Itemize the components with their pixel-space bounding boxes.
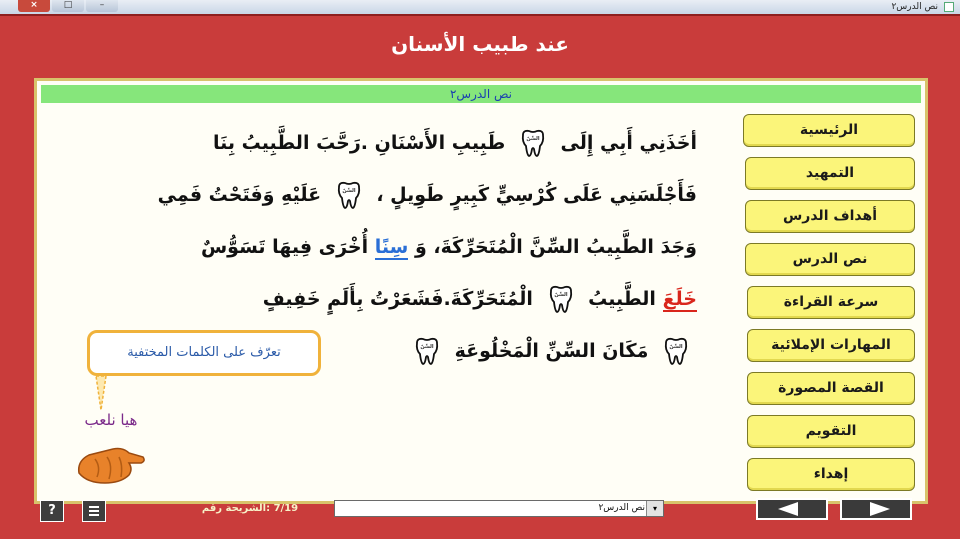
nav-spelling-skills-button[interactable]: المهارات الإملائية xyxy=(747,329,915,362)
tooth-icon[interactable] xyxy=(412,337,442,367)
slide-content xyxy=(34,78,928,504)
slide-list-button[interactable] xyxy=(82,500,106,522)
presentation-frame xyxy=(0,14,960,539)
story-text-segment: أُخْرَى فِيهَا تَسَوُّسٌ xyxy=(200,236,369,258)
tooth-icon[interactable] xyxy=(334,181,364,211)
nav-picture-story-button[interactable]: القصة المصورة xyxy=(747,372,915,405)
svg-text:السِّنّ: السِّنّ xyxy=(553,291,568,298)
callout-tail xyxy=(95,376,107,410)
window-title: نص الدرس٢ xyxy=(891,2,938,12)
story-line-3 xyxy=(157,221,697,273)
nav-lesson-text-button[interactable]: نص الدرس xyxy=(745,243,915,276)
story-text-segment: الْمُتَحَرِّكَةَ.فَشَعَرْتُ بِأَلَمٍ خَفِيفٍ xyxy=(262,288,533,310)
hidden-words-callout[interactable] xyxy=(87,330,321,376)
story-line-4 xyxy=(157,273,697,325)
maximize-button[interactable]: □ xyxy=(52,0,84,12)
pointing-hand-icon[interactable] xyxy=(75,443,147,485)
lesson-title-bar: نص الدرس٢ xyxy=(41,85,921,103)
callout-text: تعرّف على الكلمات المختفية xyxy=(127,345,281,360)
previous-slide-button[interactable] xyxy=(756,498,828,520)
story-line-1 xyxy=(157,117,697,169)
tooth-icon[interactable] xyxy=(518,129,548,159)
svg-text:السِّنّ: السِّنّ xyxy=(526,135,540,142)
arrow-right-icon xyxy=(856,502,896,516)
slide-select[interactable] xyxy=(334,500,664,517)
side-navigation xyxy=(743,114,915,501)
slide-select-value: نص الدرس٢ xyxy=(598,503,645,513)
window-controls xyxy=(18,0,120,12)
highlighted-word[interactable]: خَلَعَ xyxy=(662,288,697,310)
minimize-button[interactable]: – xyxy=(86,0,118,12)
page-title: عند طبيب الأسنان xyxy=(391,32,569,56)
next-slide-button[interactable] xyxy=(840,498,912,520)
help-button[interactable]: ? xyxy=(40,500,64,522)
nav-evaluation-button[interactable]: التقويم xyxy=(747,415,915,448)
tooth-icon[interactable] xyxy=(661,337,691,367)
svg-text:السِّنّ: السِّنّ xyxy=(669,343,683,350)
nav-home-button[interactable]: الرئيسية xyxy=(743,114,915,147)
svg-text:السِّنّ: السِّنّ xyxy=(420,343,434,350)
tooth-icon[interactable] xyxy=(546,285,576,315)
svg-text:السِّنّ: السِّنّ xyxy=(342,187,356,194)
story-text-segment: فَأَجْلَسَنِي عَلَى كُرْسِيٍّ كَبِيرٍ طَوِيلٍ ، xyxy=(376,184,697,206)
story-line-2 xyxy=(157,169,697,221)
story-text-segment: مَكَانَ السِّنِّ الْمَخْلُوعَةِ xyxy=(454,340,649,362)
nav-reading-speed-button[interactable]: سرعة القراءة xyxy=(747,286,915,319)
story-text-segment: أخَذَنِي أَبِي إِلَى xyxy=(560,132,697,154)
nav-dedication-button[interactable]: إهداء xyxy=(747,458,915,491)
nav-intro-button[interactable]: التمهيد xyxy=(745,157,915,190)
window-titlebar xyxy=(0,0,960,14)
story-text-segment: عَلَيْهِ وَفَتَحْتُ فَمِي xyxy=(157,184,322,206)
close-button[interactable]: × xyxy=(18,0,50,12)
story-text-segment: الطَّبِيبُ xyxy=(588,288,656,310)
story-text-segment: وَجَدَ الطَّبِيبُ السِّنَّ الْمُتَحَرِّكَةَ، وَ xyxy=(414,236,697,258)
highlighted-word[interactable]: سِنًا xyxy=(374,236,409,258)
arrow-left-icon xyxy=(772,502,812,516)
app-icon xyxy=(944,2,954,12)
story-text-segment: طَبِيبِ الأَسْنَانِ .رَحَّبَ الطَّبِيبُ بِنَا xyxy=(213,132,506,154)
nav-objectives-button[interactable]: أهداف الدرس xyxy=(745,200,915,233)
slide-number: 7/19 :الشريحة رقم xyxy=(201,503,299,514)
play-label[interactable]: هيا نلعب xyxy=(84,411,138,429)
chevron-down-icon[interactable]: ▾ xyxy=(646,501,663,516)
